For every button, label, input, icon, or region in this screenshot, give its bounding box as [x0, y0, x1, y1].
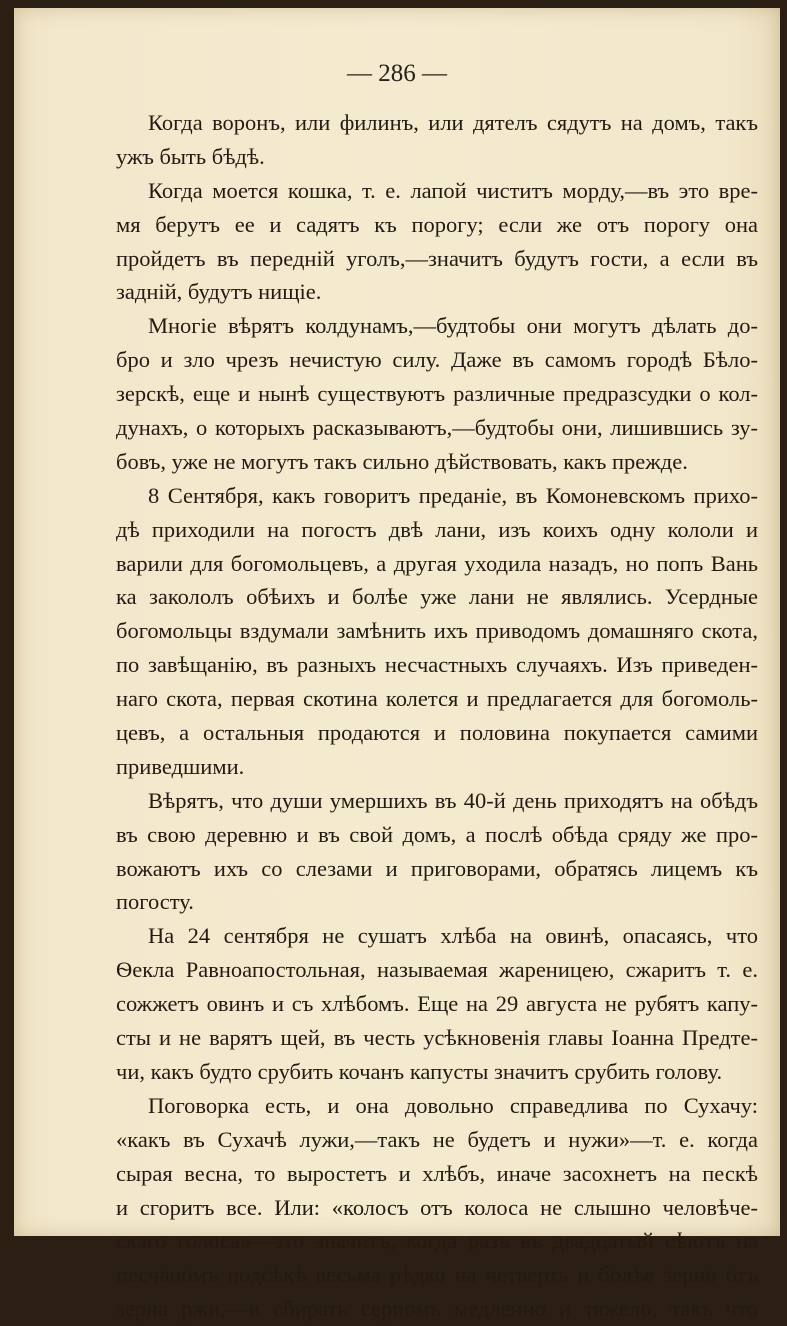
- text-line: сырая весна, то выростетъ и хлѣбъ, иначе засохнетъ на пескѣ: [116, 1160, 758, 1186]
- text-line: приведшими.: [116, 753, 245, 779]
- text-line: бро и зло чрезъ нечистую силу. Даже въ самомъ городѣ Бѣло-: [116, 347, 758, 373]
- text-line: зерна ржи,—и сбирать серпомъ медленно и тяжело, такъ что: [116, 1296, 758, 1322]
- text-line: дѣ приходили на погостъ двѣ лани, изъ коихъ одну кололи и: [116, 516, 758, 542]
- page-text: [116, 106, 758, 1326]
- text-line: цевъ, а остальныя продаются и половина покупается самими: [116, 720, 758, 746]
- text-line: На 24 сентября не сушатъ хлѣба на овинѣ, опасаясь, что: [148, 923, 758, 949]
- text-line: зерскѣ, еще и нынѣ существуютъ различные предразсудки о кол-: [116, 381, 758, 407]
- text-line: бовъ, уже не могутъ такъ сильно дѣйствовать, какъ прежде.: [116, 448, 688, 474]
- text-line: Вѣрятъ, что души умершихъ въ 40-й день приходятъ на обѣдъ: [148, 787, 758, 813]
- book-page: [14, 8, 780, 1322]
- text-line: наго скота, первая скотина колется и предлагается для богомоль-: [116, 686, 758, 712]
- text-line: Поговорка есть, и она довольно справедлива по Сухачу:: [148, 1092, 758, 1118]
- text-line: задній, будутъ нищіе.: [116, 279, 322, 305]
- text-line: «какъ въ Сухачѣ лужи,—такъ не будетъ и нужи»—т. е. когда: [116, 1126, 758, 1152]
- text-line: ужъ быть бѣдѣ.: [116, 143, 265, 169]
- text-line: вожаютъ ихъ со слезами и приговорами, обратясь лицемъ къ: [116, 855, 758, 881]
- text-line: дунахъ, о которыхъ расказываютъ,—будтобы они, лишившись зу-: [116, 415, 758, 441]
- text-line: чи, какъ будто срубить кочанъ капусты значитъ срубить голову.: [116, 1058, 723, 1084]
- text-line: въ свою деревню и въ свой домъ, а послѣ обѣда сряду же про-: [116, 821, 758, 847]
- text-line: скаго голоса»—это значитъ, когда разъ въ двадцатый сѣютъ на: [116, 1228, 758, 1254]
- page-number: — 286 —: [347, 60, 447, 87]
- text-line: погосту.: [116, 889, 194, 915]
- text-line: мя берутъ ее и садятъ къ порогу; если же отъ порогу она: [116, 211, 758, 237]
- text-line: Когда моется кошка, т. е. лапой чиститъ морду,—въ это вре-: [148, 177, 758, 203]
- text-line: 8 Сентября, какъ говоритъ преданіе, въ Комоневскомъ прихо-: [148, 482, 758, 508]
- text-line: пройдетъ въ передній уголъ,—значитъ будутъ гости, а если въ: [116, 245, 758, 271]
- text-line: и сгоритъ все. Или: «колосъ отъ колоса не слышно человѣче-: [116, 1194, 758, 1220]
- text-line: сты и не варятъ щей, въ честь усѣкновенія главы Іоанна Предте-: [116, 1025, 758, 1051]
- text-line: ка закололъ обѣихъ и болѣе уже лани не являлись. Усердные: [116, 584, 758, 610]
- text-line: сожжетъ овинъ и съ хлѣбомъ. Еще на 29 августа не рубятъ капу-: [116, 991, 758, 1017]
- text-line: богомольцы вздумали замѣнить ихъ приводомъ домашняго скота,: [116, 618, 758, 644]
- text-line: Ѳекла Равноапостольная, называемая жареницею, сжаритъ т. е.: [116, 957, 758, 983]
- text-line: варили для богомольцевъ, а другая уходила назадъ, но попъ Вань: [116, 550, 758, 576]
- text-line: по завѣщанію, въ разныхъ несчастныхъ случаяхъ. Изъ приведен-: [116, 652, 758, 678]
- text-line: Когда воронъ, или филинъ, или дятелъ сядутъ на домъ, такъ: [148, 110, 758, 135]
- text-line: Многіе вѣрятъ колдунамъ,—будтобы они могутъ дѣлать до-: [148, 313, 758, 339]
- text-line: песчаномъ подсѣкѣ весьма рѣдко на четверть и болѣе зерно отъ: [116, 1262, 758, 1288]
